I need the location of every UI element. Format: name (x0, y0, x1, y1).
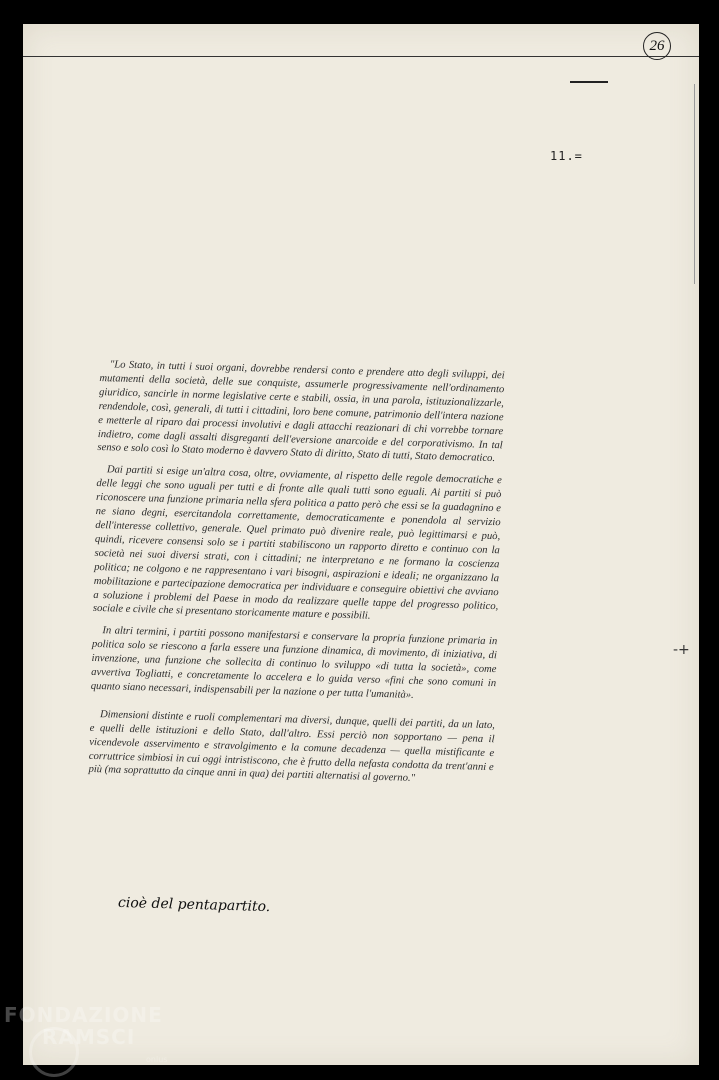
watermark-sub: onlus (146, 1055, 168, 1064)
margin-mark: -+ (673, 642, 690, 658)
document-body (88, 358, 505, 797)
dash-mark (570, 81, 608, 83)
header-rule (23, 56, 699, 57)
paragraph: Dai partiti si esige un'altra cosa, oltre, ovviamente, al rispetto delle regole democratiche e delle leggi che sono uguali per tutti e di fronte alle quali tutti sono eguali. Ai partiti si può riconoscere una funzione primaria nella sfera politica a patto però che essi se la guadagnino e ne siano degni, esercitandola correttamente, democraticamente e ponendola al servizio dell'interesse collettivo, generale. Quel primato può divenire reale, può legittimarsi e può, quindi, ricevere consensi solo se i partiti stabiliscono un rapporto diretto e continuo con la società nei suoi diversi strati, con i cittadini; ne interpretano e ne formano la coscienza politica; ne colgono e ne rappresentano i vari bisogni, aspirazioni e ideali; ne organizzano la mobilitazione e partecipazione democratica per individuare e conseguire obiettivi che avviano a soluzione i problemi del Paese in modo da realizzare quelle tappe del progresso politico, sociale e civile che si presentano storicamente mature e possibili. (92, 464, 502, 623)
paragraph: Dimensioni distinte e ruoli complementari ma diversi, dunque, quelli dei partiti, da un lato, e quelli delle istituzioni e dello Stato, dall'altro. Essi perciò non sopportano — pena il vicendevole asservimento e stravolgimento e la comune decadenza — quella mistificante e corruttrice simbiosi in cui oggi intristiscono, che è frutto della nefasta condotta da trent'anni e più (ma soprattutto da cinque anni in qua) dei partiti alternatisi al governo." (88, 708, 496, 785)
paragraph: "Lo Stato, in tutti i suoi organi, dovrebbe rendersi conto e prendere atto degli sviluppi, dei mutamenti della società, delle sue conquiste, assumerle progressivamente nell'ordinamento giuridico, sancirle in norme legislative certe e stabili, ossia, in una parola, istituzionalizzarle, rendendole, così, generali, di tutti i cittadini, loro bene comune, patrimonio dell'intera nazione e metterle al riparo dai processi involutivi e dagli attacchi reazionari di chi vorrebbe tornare indietro, come dagli assalti disgreganti dell'eversione anarcoide e del corporativismo. In tal senso e solo così lo Stato moderno è davvero Stato di diritto, Stato di tutti, Stato democratico. (97, 359, 505, 465)
handwritten-note: cioè del pentapartito. (117, 894, 271, 916)
paragraph: In altri termini, i partiti possono manifestarsi e conservare la propria funzione primaria in politica solo se riescono a farla essere una funzione dinamica, di movimento, di iniziativa, di invenzione, una funzione che sollecita di continuo lo sviluppo «di tutta la società», come avvertiva Togliatti, e concretamente lo accelera e lo guida verso «fini che sono comuni in quanto siano necessari, indispensabili per la nazione o per tutta l'umanità». (90, 625, 498, 701)
watermark-logo-icon (29, 1027, 79, 1077)
watermark-line1: FONDAZIONE (4, 1003, 163, 1027)
page-edge-line (694, 84, 695, 284)
watermark-line2: RAMSCI (42, 1025, 136, 1049)
archive-number-circle: 26 (643, 32, 671, 60)
watermark (4, 1003, 168, 1064)
page-number: 11.= (550, 149, 583, 163)
